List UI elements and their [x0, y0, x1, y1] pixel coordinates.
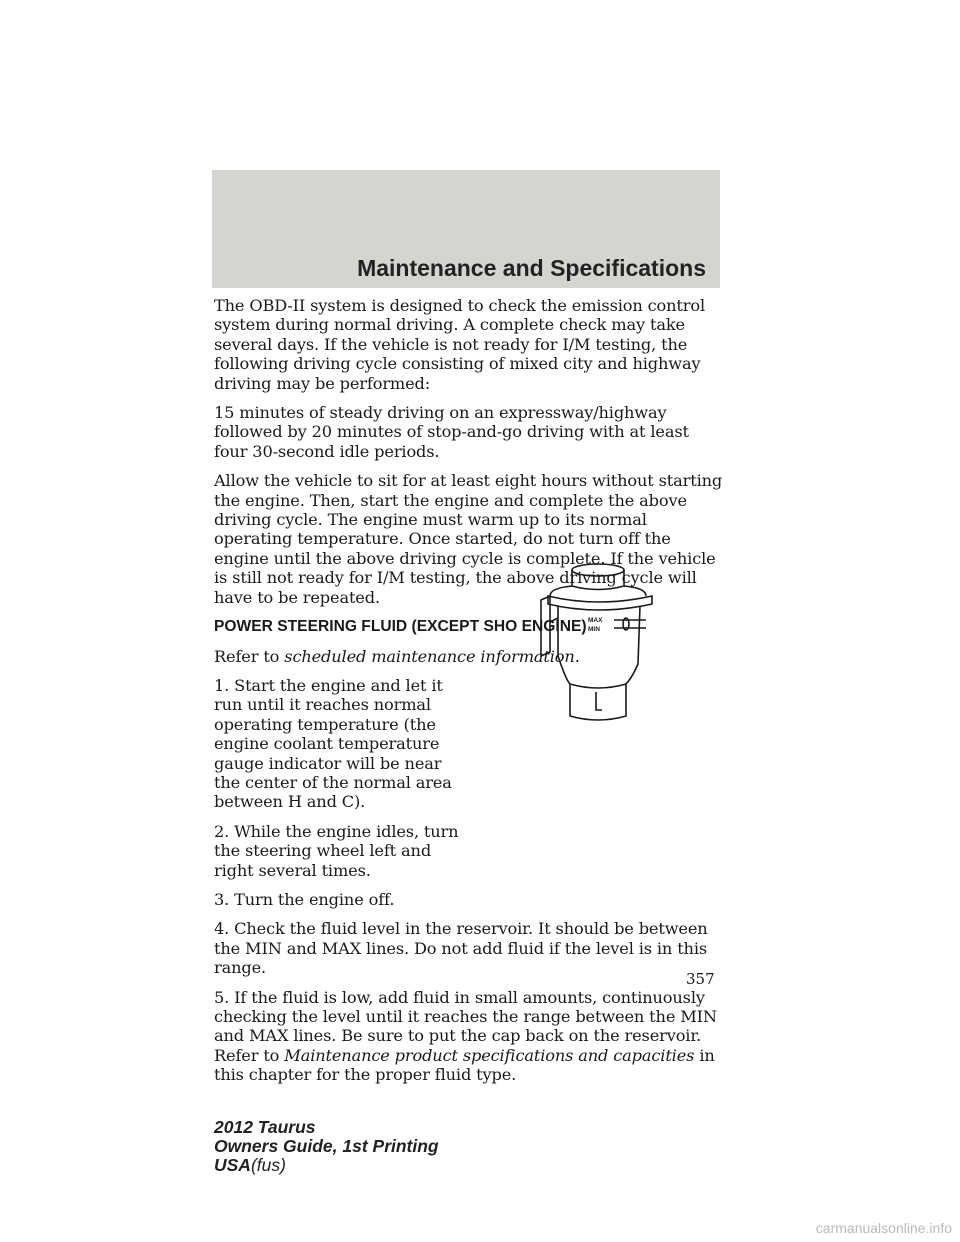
step-4: 4. Check the fluid level in the reservoir. It should be between the MIN and MAX lines. Do not add fluid if the level is in this range. — [214, 919, 708, 978]
footer-region-code: (fus) — [250, 1155, 286, 1175]
step-5-link: Maintenance product specifications and capacities — [284, 1045, 695, 1065]
paragraph-allow-vehicle: Allow the vehicle to sit for at least eight hours without starting the engine. Then, start the engine and complete the above driving cycle. The engine must warm up to its normal operating temperature. Once started, do not turn off the engine until the above driving cycle is complete. If the vehicle is still not ready for I/M testing, the above driving cycle will have to be repeated. — [214, 471, 723, 607]
section-header-band — [212, 170, 720, 288]
step-5 — [214, 988, 724, 1085]
footer-line-2: Owners Guide, 1st Printing — [214, 1136, 439, 1156]
paragraph-obd: The OBD-II system is designed to check the emission control system during normal driving. A complete check may take several days. If the vehicle is not ready for I/M testing, the following driving cycle consisting of mixed city and highway driving may be performed: — [214, 296, 705, 393]
watermark: carmanualsonline.info — [815, 1220, 952, 1236]
refer-prefix: Refer to — [214, 646, 280, 666]
refer-suffix: . — [574, 646, 580, 666]
footer-line-1: 2012 Taurus — [214, 1117, 316, 1137]
step-2: 2. While the engine idles, turn the steering wheel left and right several times. — [214, 821, 459, 880]
paragraph-driving-cycle: 15 minutes of steady driving on an expressway/highway followed by 20 minutes of stop-and-go driving with at least four 30-second idle periods. — [214, 403, 689, 461]
step-3: 3. Turn the engine off. — [214, 889, 395, 909]
reservoir-illustration — [528, 560, 668, 730]
step-1: 1. Start the engine and let it run until it reaches normal operating temperature (the engine coolant temperature gauge indicator will be near the center of the normal area between H and C). — [214, 675, 452, 812]
footer-region: USA — [214, 1155, 251, 1175]
refer-link: scheduled maintenance information — [284, 646, 575, 666]
footer-imprint — [214, 1118, 439, 1175]
footer-line-3 — [214, 1156, 439, 1175]
step-5-suffix: in this chapter for the proper fluid type. — [214, 1045, 715, 1085]
max-label: MAX — [588, 617, 603, 624]
step-5-text: 5. If the fluid is low, add fluid in small amounts, continuously checking the level until it reaches the range between the MIN and MAX lines. Be sure to put the cap back on the reservoir. Refer to — [214, 987, 717, 1065]
page-number: 357 — [686, 970, 715, 988]
section-title: Maintenance and Specifications — [357, 255, 706, 281]
min-label: MIN — [588, 626, 600, 633]
section-heading: POWER STEERING FLUID (EXCEPT SHO ENGINE) — [214, 618, 587, 636]
